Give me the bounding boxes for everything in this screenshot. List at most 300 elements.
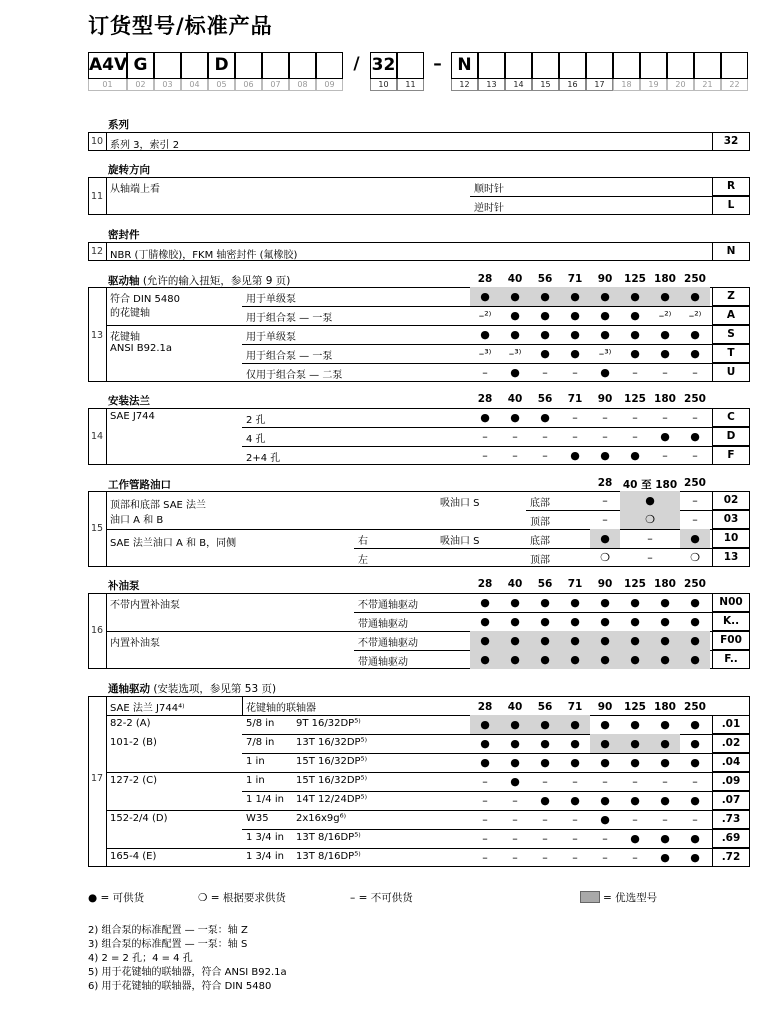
code-position-2: G <box>127 52 154 79</box>
through-flange-0: 82-2 (A) <box>110 718 151 729</box>
through-inch-5: W35 <box>246 813 269 824</box>
ports-left: 左 <box>358 555 368 566</box>
through-hdr-size-250: 250 <box>684 701 706 713</box>
through-cell-3-1: ● <box>510 775 520 788</box>
shaft-hdr-size-28: 28 <box>477 273 493 285</box>
shaft-rows-code-1: A <box>712 306 750 325</box>
boost-rows-cell-2-7: ● <box>680 631 710 650</box>
ports-header-40-180: 40 至 180 <box>622 479 678 491</box>
through-cell-2-1: ● <box>510 756 520 769</box>
shaft-rows-cell-1-5: ● <box>630 309 640 322</box>
through-col-flange: SAE 法兰 J744⁴⁾ <box>110 703 185 714</box>
through-hdr-size-125: 125 <box>624 701 646 713</box>
code-position-9 <box>316 52 343 79</box>
shaft-rows-cell-1-2: ● <box>540 309 550 322</box>
through-cell-1-3: ● <box>570 737 580 750</box>
flange-hdr-size-180: 180 <box>654 393 676 405</box>
through-cell-5-1: – <box>512 813 518 826</box>
series-label: 系列 3，索引 2 <box>110 140 180 151</box>
boost-hdr-size-40: 40 <box>507 578 523 590</box>
shaft-rows-cell-0-2: ● <box>530 287 560 306</box>
boost-rows-cell-1-6: ● <box>660 615 670 628</box>
code-position-extra-21 <box>694 52 721 79</box>
boost-rows-cell-3-6: ● <box>650 650 680 669</box>
code-number-06: 06 <box>235 79 262 91</box>
code-number-21: 21 <box>694 79 721 91</box>
series-code: 32 <box>712 132 750 151</box>
through-cell-7-2: – <box>542 851 548 864</box>
code-position-21 <box>640 52 667 79</box>
through-cell-6-1: – <box>512 832 518 845</box>
through-cell-2-7: ● <box>690 756 700 769</box>
shaft-rows-cell-0-5: ● <box>620 287 650 306</box>
boost-rows-cell-1-7: ● <box>690 615 700 628</box>
shaft-rows-cell-3-7: ● <box>690 347 700 360</box>
flange-rows-cell-0-0: ● <box>480 411 490 424</box>
through-cell-2-2: ● <box>540 756 550 769</box>
boost-hdr-size-71: 71 <box>567 578 583 590</box>
boost-rows-cell-1-1: ● <box>510 615 520 628</box>
boost-num: 16 <box>91 625 104 636</box>
code-number-01: 01 <box>88 79 127 91</box>
seals-code: N <box>712 242 750 261</box>
through-col-spline: 花键轴的联轴器 <box>246 703 316 714</box>
code-position-14: N <box>451 52 478 79</box>
through-code-5: .73 <box>712 810 750 829</box>
through-cell-0-5: ● <box>630 718 640 731</box>
legend-not-available: – = 不可供货 <box>350 892 413 904</box>
through-title: 通轴驱动 (安装选项，参见第 53 页) <box>108 683 277 695</box>
code-number-11: 11 <box>397 79 424 91</box>
rotation-code-l: L <box>712 196 750 215</box>
through-cell-0-7: ● <box>690 718 700 731</box>
shaft-hdr-size-250: 250 <box>684 273 706 285</box>
through-inch-3: 1 in <box>246 775 265 786</box>
through-inch-0: 5/8 in <box>246 718 275 729</box>
code-position-22 <box>667 52 694 79</box>
shaft-rows-cell-2-5: ● <box>630 328 640 341</box>
boost-rows-code-0: N00 <box>712 593 750 612</box>
code-number-12: 12 <box>451 79 478 91</box>
code-position-19 <box>586 52 613 79</box>
through-cell-0-6: ● <box>660 718 670 731</box>
shaft-ansi-line1: 花键轴 <box>110 332 140 343</box>
code-position-10: / <box>353 54 360 74</box>
flange-rows-cell-2-1: – <box>512 449 518 462</box>
rotation-title: 旋转方向 <box>108 164 150 176</box>
legend-on-request: ❍ = 根据要求供货 <box>198 892 286 904</box>
through-spline-0: 9T 16/32DP⁵⁾ <box>296 718 361 729</box>
shaft-rows-cell-3-1: –³⁾ <box>508 347 522 360</box>
ports-group1-line1: 顶部和底部 SAE 法兰 <box>110 500 207 511</box>
shaft-rows-cell-3-4: –³⁾ <box>598 347 612 360</box>
through-spline-6: 13T 8/16DP⁵⁾ <box>296 832 361 843</box>
code-number-10: 10 <box>370 79 397 91</box>
flange-rows-code-1: D <box>712 427 750 446</box>
flange-hdr-size-125: 125 <box>624 393 646 405</box>
through-flange-5: 152-2/4 (D) <box>110 813 168 824</box>
shaft-rows-cell-3-2: ● <box>540 347 550 360</box>
shaft-rows-code-0: Z <box>712 287 750 306</box>
shaft-rows-label-2: 用于单级泵 <box>246 332 296 343</box>
through-cell-1-2: ● <box>540 737 550 750</box>
through-cell-1-7: ● <box>690 737 700 750</box>
boost-rows-cell-0-3: ● <box>570 596 580 609</box>
ports-cell-1-c3: – <box>692 513 698 526</box>
through-cell-0-1: ● <box>500 715 530 734</box>
through-flange-7: 165-4 (E) <box>110 851 157 862</box>
through-spline-3: 15T 16/32DP⁵⁾ <box>296 775 368 786</box>
through-cell-6-6: ● <box>660 832 670 845</box>
through-num: 17 <box>91 773 104 784</box>
shaft-rows-cell-4-7: – <box>692 366 698 379</box>
shaft-rows-cell-2-3: ● <box>570 328 580 341</box>
through-cell-7-0: – <box>482 851 488 864</box>
boost-rows-cell-0-1: ● <box>510 596 520 609</box>
flange-rows-cell-0-3: – <box>572 411 578 424</box>
flange-rows-cell-2-5: ● <box>630 449 640 462</box>
ports-pos-2: 底部 <box>530 536 550 547</box>
footnote-5: 5) 用于花键轴的联轴器，符合 ANSI B92.1a <box>88 967 287 978</box>
boost-rows-cell-0-0: ● <box>480 596 490 609</box>
boost-rows-code-1: K.. <box>712 612 750 631</box>
ports-group2: SAE 法兰油口 A 和 B，同侧 <box>110 538 237 549</box>
flange-hdr-size-28: 28 <box>477 393 493 405</box>
boost-rows-cell-3-0: ● <box>470 650 500 669</box>
flange-hdr-size-40: 40 <box>507 393 523 405</box>
series-title: 系列 <box>108 119 129 131</box>
through-cell-5-7: – <box>692 813 698 826</box>
boost-rows-cell-3-5: ● <box>620 650 650 669</box>
through-spline-4: 14T 12/24DP⁵⁾ <box>296 794 368 805</box>
ports-title: 工作管路油口 <box>108 479 171 491</box>
flange-num: 14 <box>91 431 104 442</box>
through-cell-0-0: ● <box>470 715 500 734</box>
shaft-hdr-size-71: 71 <box>567 273 583 285</box>
through-cell-6-0: – <box>482 832 488 845</box>
through-cell-3-4: – <box>602 775 608 788</box>
code-number-17: 17 <box>586 79 613 91</box>
seals-label: NBR (丁腈橡胶)，FKM 轴密封件 (氟橡胶) <box>110 250 298 261</box>
ports-code-3: 13 <box>712 548 750 567</box>
flange-rows-label-1: 4 孔 <box>246 434 266 445</box>
ports-cell-2-c2: – <box>647 532 653 545</box>
shaft-rows-cell-4-2: – <box>542 366 548 379</box>
ports-pos-0: 底部 <box>530 498 550 509</box>
ports-cell-3-c1: ❍ <box>600 551 610 564</box>
through-spline-5: 2x16x9g⁶⁾ <box>296 813 347 824</box>
through-cell-7-3: – <box>572 851 578 864</box>
boost-rows-cell-1-2: ● <box>540 615 550 628</box>
seals-title: 密封件 <box>108 229 140 241</box>
through-cell-7-5: – <box>632 851 638 864</box>
through-inch-2: 1 in <box>246 756 265 767</box>
through-cell-2-3: ● <box>570 756 580 769</box>
code-position-4 <box>181 52 208 79</box>
boost-hdr-size-28: 28 <box>477 578 493 590</box>
footnote-6: 6) 用于花键轴的联轴器，符合 DIN 5480 <box>88 981 272 992</box>
series-box <box>88 132 750 151</box>
through-cell-6-2: – <box>542 832 548 845</box>
boost-rows-code-2: F00 <box>712 631 750 650</box>
flange-rows-cell-2-0: – <box>482 449 488 462</box>
flange-rows-cell-2-4: ● <box>600 449 610 462</box>
ports-cell-0-c3: – <box>692 494 698 507</box>
code-number-20: 20 <box>667 79 694 91</box>
ports-cell-2-c3: ● <box>680 529 710 548</box>
ports-right: 右 <box>358 536 368 547</box>
rotation-clockwise: 顺时针 <box>474 184 504 195</box>
flange-rows-cell-1-0: – <box>482 430 488 443</box>
boost-rows-cell-1-4: ● <box>600 615 610 628</box>
code-position-17 <box>532 52 559 79</box>
through-cell-1-4: ● <box>590 734 620 753</box>
code-number-02: 02 <box>127 79 154 91</box>
flange-rows-code-0: C <box>712 408 750 427</box>
shaft-rows-cell-2-6: ● <box>660 328 670 341</box>
seals-num: 12 <box>91 246 104 257</box>
through-code-3: .09 <box>712 772 750 791</box>
boost-rows-cell-3-3: ● <box>560 650 590 669</box>
ports-cell-3-c2: – <box>647 551 653 564</box>
shaft-title: 驱动轴 (允许的输入扭矩，参见第 9 页) <box>108 275 291 287</box>
through-spline-1: 13T 16/32DP⁵⁾ <box>296 737 368 748</box>
through-hdr-size-71: 71 <box>567 701 583 713</box>
shaft-din-line2: 的花键轴 <box>110 308 150 319</box>
through-cell-3-5: – <box>632 775 638 788</box>
flange-hdr-size-71: 71 <box>567 393 583 405</box>
code-position-18 <box>559 52 586 79</box>
through-cell-1-6: ● <box>650 734 680 753</box>
flange-rows-cell-1-7: ● <box>690 430 700 443</box>
shaft-ansi-line2: ANSI B92.1a <box>110 343 173 354</box>
flange-rows-cell-1-6: ● <box>660 430 670 443</box>
page-title: 订货型号/标准产品 <box>88 14 273 38</box>
code-number-16: 16 <box>559 79 586 91</box>
shaft-rows-cell-2-0: ● <box>480 328 490 341</box>
through-cell-2-6: ● <box>660 756 670 769</box>
through-cell-7-4: – <box>602 851 608 864</box>
legend-preferred: = 优选型号 <box>603 892 658 904</box>
through-cell-2-5: ● <box>630 756 640 769</box>
shaft-rows-label-4: 仅用于组合泵 — 二泵 <box>246 370 343 381</box>
through-cell-4-6: ● <box>660 794 670 807</box>
shaft-hdr-size-180: 180 <box>654 273 676 285</box>
boost-rows-cell-0-2: ● <box>540 596 550 609</box>
boost-group2: 内置补油泵 <box>110 638 160 649</box>
flange-rows-cell-1-2: – <box>542 430 548 443</box>
shaft-rows-code-4: U <box>712 363 750 382</box>
shaft-rows-cell-1-6: –²⁾ <box>658 309 672 322</box>
code-number-13: 13 <box>478 79 505 91</box>
code-number-15: 15 <box>532 79 559 91</box>
flange-rows-cell-0-7: – <box>692 411 698 424</box>
flange-label: SAE J744 <box>110 411 155 422</box>
flange-rows-cell-0-1: ● <box>510 411 520 424</box>
through-cell-7-7: ● <box>690 851 700 864</box>
ports-pos-3: 顶部 <box>530 555 550 566</box>
code-number-18: 18 <box>613 79 640 91</box>
rotation-code-r: R <box>712 177 750 196</box>
through-cell-3-3: – <box>572 775 578 788</box>
footnote-4: 4) 2 = 2 孔；4 = 4 孔 <box>88 953 193 964</box>
code-number-14: 14 <box>505 79 532 91</box>
code-number-07: 07 <box>262 79 289 91</box>
boost-rows-cell-0-7: ● <box>690 596 700 609</box>
shaft-rows-cell-0-1: ● <box>500 287 530 306</box>
through-cell-6-5: ● <box>630 832 640 845</box>
flange-hdr-size-250: 250 <box>684 393 706 405</box>
rotation-counterclockwise: 逆时针 <box>474 203 504 214</box>
code-position-1: A4V <box>88 52 127 79</box>
code-number-03: 03 <box>154 79 181 91</box>
shaft-rows-cell-3-3: ● <box>570 347 580 360</box>
shaft-hdr-size-125: 125 <box>624 273 646 285</box>
through-code-6: .69 <box>712 829 750 848</box>
footnote-2: 2) 组合泵的标准配置 — 一泵：轴 Z <box>88 925 248 936</box>
ports-group1-line2: 油口 A 和 B <box>110 515 164 526</box>
code-position-13: – <box>433 54 442 74</box>
through-hdr-size-90: 90 <box>597 701 613 713</box>
code-number-22: 22 <box>721 79 748 91</box>
shaft-rows-cell-2-1: ● <box>510 328 520 341</box>
code-position-15 <box>478 52 505 79</box>
flange-rows-cell-1-5: – <box>632 430 638 443</box>
boost-rows-cell-2-4: ● <box>590 631 620 650</box>
shaft-rows-cell-4-3: – <box>572 366 578 379</box>
ports-code-1: 03 <box>712 510 750 529</box>
shaft-rows-cell-1-1: ● <box>510 309 520 322</box>
shaft-num: 13 <box>91 330 104 341</box>
code-position-6 <box>235 52 262 79</box>
through-code-1: .02 <box>712 734 750 753</box>
code-position-12 <box>397 52 424 79</box>
through-hdr-size-28: 28 <box>477 701 493 713</box>
boost-rows-cell-2-5: ● <box>620 631 650 650</box>
code-number-04: 04 <box>181 79 208 91</box>
through-cell-3-6: – <box>662 775 668 788</box>
through-code-0: .01 <box>712 715 750 734</box>
boost-rows-label-0: 不带通轴驱动 <box>358 600 418 611</box>
rotation-num: 11 <box>91 191 104 202</box>
through-cell-7-1: – <box>512 851 518 864</box>
boost-rows-cell-3-2: ● <box>530 650 560 669</box>
ports-cell-0-c2: ● <box>620 491 680 510</box>
boost-rows-cell-0-4: ● <box>600 596 610 609</box>
boost-rows-cell-2-3: ● <box>560 631 590 650</box>
shaft-rows-cell-3-0: –³⁾ <box>478 347 492 360</box>
through-cell-3-2: – <box>542 775 548 788</box>
through-hdr-size-56: 56 <box>537 701 553 713</box>
flange-title: 安装法兰 <box>108 395 150 407</box>
flange-rows-cell-0-2: ● <box>540 411 550 424</box>
flange-rows-label-0: 2 孔 <box>246 415 266 426</box>
through-inch-6: 1 3/4 in <box>246 832 284 843</box>
ports-header-28: 28 <box>597 477 613 489</box>
boost-rows-code-3: F.. <box>712 650 750 669</box>
boost-rows-cell-1-5: ● <box>630 615 640 628</box>
flange-hdr-size-90: 90 <box>597 393 613 405</box>
shaft-rows-cell-4-0: – <box>482 366 488 379</box>
boost-rows-cell-3-4: ● <box>590 650 620 669</box>
ports-suction-1: 吸油口 S <box>440 498 480 509</box>
flange-rows-cell-0-4: – <box>602 411 608 424</box>
boost-hdr-size-90: 90 <box>597 578 613 590</box>
ports-cell-1-c2: ❍ <box>620 510 680 529</box>
shaft-rows-cell-1-7: –²⁾ <box>688 309 702 322</box>
flange-rows-cell-1-3: – <box>572 430 578 443</box>
flange-rows-cell-2-3: ● <box>570 449 580 462</box>
flange-rows-cell-1-4: – <box>602 430 608 443</box>
code-position-7 <box>262 52 289 79</box>
boost-rows-cell-2-6: ● <box>650 631 680 650</box>
through-cell-4-1: – <box>512 794 518 807</box>
boost-group1: 不带内置补油泵 <box>110 600 180 611</box>
through-cell-6-4: – <box>602 832 608 845</box>
through-cell-5-5: – <box>632 813 638 826</box>
ports-num: 15 <box>91 523 104 534</box>
code-number-09: 09 <box>316 79 343 91</box>
code-number-05: 05 <box>208 79 235 91</box>
boost-rows-cell-2-0: ● <box>470 631 500 650</box>
through-inch-7: 1 3/4 in <box>246 851 284 862</box>
shaft-rows-cell-1-0: –²⁾ <box>478 309 492 322</box>
through-cell-0-3: ● <box>560 715 590 734</box>
through-hdr-size-180: 180 <box>654 701 676 713</box>
ports-code-2: 10 <box>712 529 750 548</box>
shaft-hdr-size-90: 90 <box>597 273 613 285</box>
through-code-4: .07 <box>712 791 750 810</box>
through-hdr-size-40: 40 <box>507 701 523 713</box>
through-cell-5-0: – <box>482 813 488 826</box>
through-cell-5-6: – <box>662 813 668 826</box>
shaft-rows-code-3: T <box>712 344 750 363</box>
legend-available: ● = 可供货 <box>88 892 145 904</box>
series-num: 10 <box>91 136 104 147</box>
boost-rows-label-1: 带通轴驱动 <box>358 619 408 630</box>
shaft-rows-cell-0-4: ● <box>590 287 620 306</box>
flange-hdr-size-56: 56 <box>537 393 553 405</box>
through-cell-0-4: ● <box>600 718 610 731</box>
rotation-label: 从轴端上看 <box>110 184 160 195</box>
through-cell-4-2: ● <box>540 794 550 807</box>
boost-hdr-size-180: 180 <box>654 578 676 590</box>
through-inch-1: 7/8 in <box>246 737 275 748</box>
boost-hdr-size-125: 125 <box>624 578 646 590</box>
through-cell-1-0: ● <box>480 737 490 750</box>
through-cell-6-3: – <box>572 832 578 845</box>
flange-rows-cell-0-6: – <box>662 411 668 424</box>
flange-rows-label-2: 2+4 孔 <box>246 453 281 464</box>
boost-hdr-size-250: 250 <box>684 578 706 590</box>
shaft-rows-cell-4-4: ● <box>600 366 610 379</box>
shaft-rows-cell-1-4: ● <box>600 309 610 322</box>
legend-preferred-swatch <box>580 891 600 903</box>
flange-rows-cell-2-6: – <box>662 449 668 462</box>
through-cell-0-2: ● <box>530 715 560 734</box>
shaft-rows-cell-3-6: ● <box>660 347 670 360</box>
flange-rows-cell-2-2: – <box>542 449 548 462</box>
through-cell-2-0: ● <box>480 756 490 769</box>
code-position-20 <box>613 52 640 79</box>
code-position-5: D <box>208 52 235 79</box>
code-number-08: 08 <box>289 79 316 91</box>
shaft-rows-cell-1-3: ● <box>570 309 580 322</box>
boost-rows-cell-1-3: ● <box>570 615 580 628</box>
through-inch-4: 1 1/4 in <box>246 794 284 805</box>
flange-rows-cell-2-7: – <box>692 449 698 462</box>
code-number-19: 19 <box>640 79 667 91</box>
